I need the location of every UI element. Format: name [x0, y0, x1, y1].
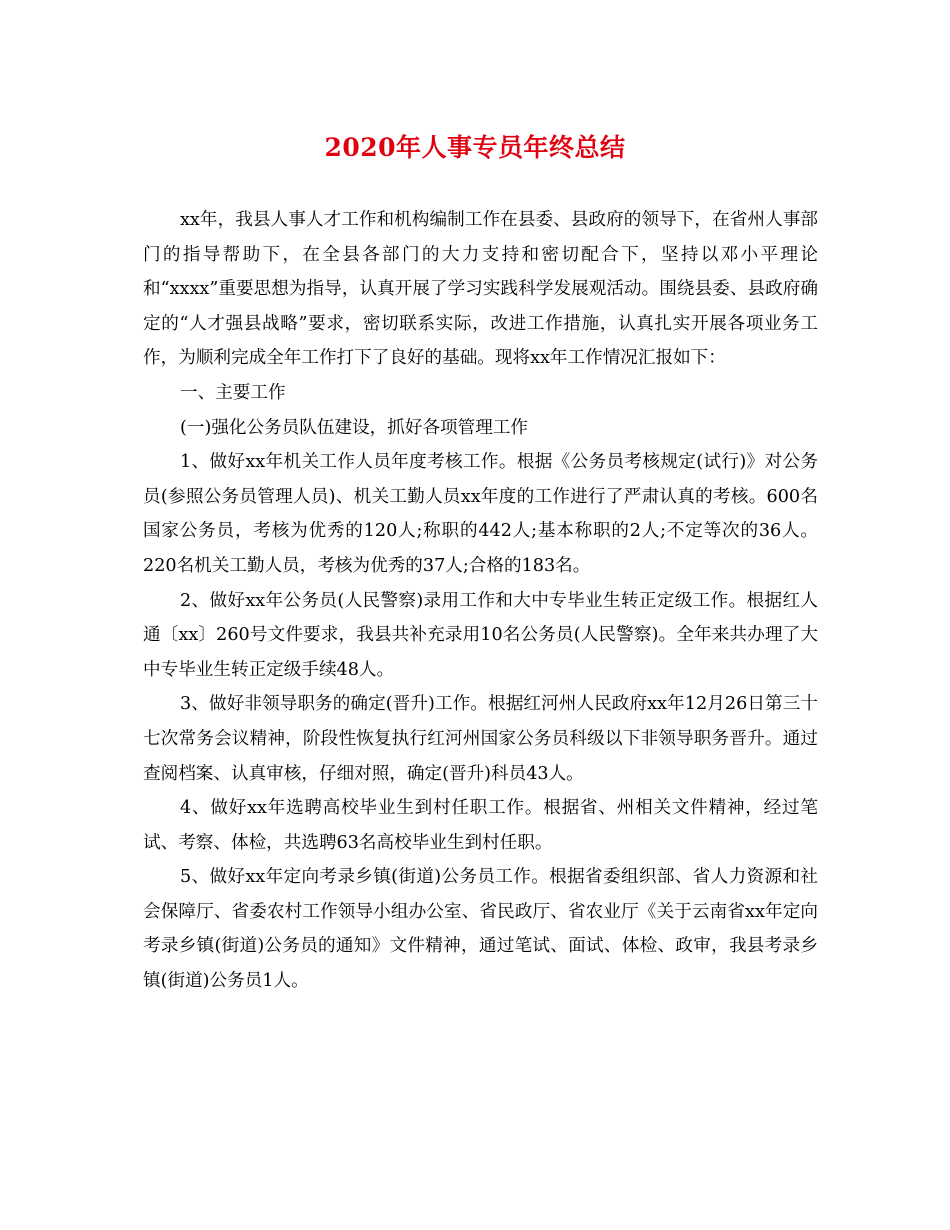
document-body	[143, 203, 818, 999]
paragraph-item-4: 4、做好xx年选聘高校毕业生到村任职工作。根据省、州相关文件精神，经过笔试、考察、体检，共选聘63名高校毕业生到村任职。	[143, 798, 818, 853]
paragraph-item-1: 1、做好xx年机关工作人员年度考核工作。根据《公务员考核规定(试行)》对公务员(参照公务员管理人员)、机关工勤人员xx年度的工作进行了严肃认真的考核。600名国家公务员，考核为优秀的120人;称职的442人;基本称职的2人;不定等次的36人。220名机关工勤人员，考核为优秀的37人;合格的183名。	[143, 452, 818, 576]
document-title: 2020年人事专员年终总结	[324, 133, 626, 162]
paragraph-item-5: 5、做好xx年定向考录乡镇(街道)公务员工作。根据省委组织部、省人力资源和社会保障厅、省委农村工作领导小组办公室、省民政厅、省农业厅《关于云南省xx年定向考录乡镇(街道)公务员的通知》文件精神，通过笔试、面试、体检、政审，我县考录乡镇(街道)公务员1人。	[143, 867, 818, 992]
subsection-heading: (一)强化公务员队伍建设，抓好各项管理工作	[180, 417, 529, 438]
paragraph-intro: xx年，我县人事人才工作和机构编制工作在县委、县政府的领导下，在省州人事部门的指导帮助下，在全县各部门的大力支持和密切配合下，坚持以邓小平理论和“xxxx”重要思想为指导，认真开展了学习实践科学发展观活动。围绕县委、县政府确定的“人才强县战略”要求，密切联系实际，改进工作措施，认真扎实开展各项业务工作，为顺利完成全年工作打下了良好的基础。现将xx年工作情况汇报如下：	[143, 210, 818, 369]
paragraph-item-3: 3、做好非领导职务的确定(晋升)工作。根据红河州人民政府xx年12月26日第三十七次常务会议精神，阶段性恢复执行红河州国家公务员科级以下非领导职务晋升。通过查阅档案、认真审核，仔细对照，确定(晋升)科员43人。	[143, 694, 818, 784]
section-heading-main-work: 一、主要工作	[180, 382, 286, 403]
paragraph-item-2: 2、做好xx年公务员(人民警察)录用工作和大中专毕业生转正定级工作。根据红人通〔xx〕260号文件要求，我县共补充录用10名公务员(人民警察)。全年来共办理了大中专毕业生转正定级手续48人。	[143, 590, 818, 680]
